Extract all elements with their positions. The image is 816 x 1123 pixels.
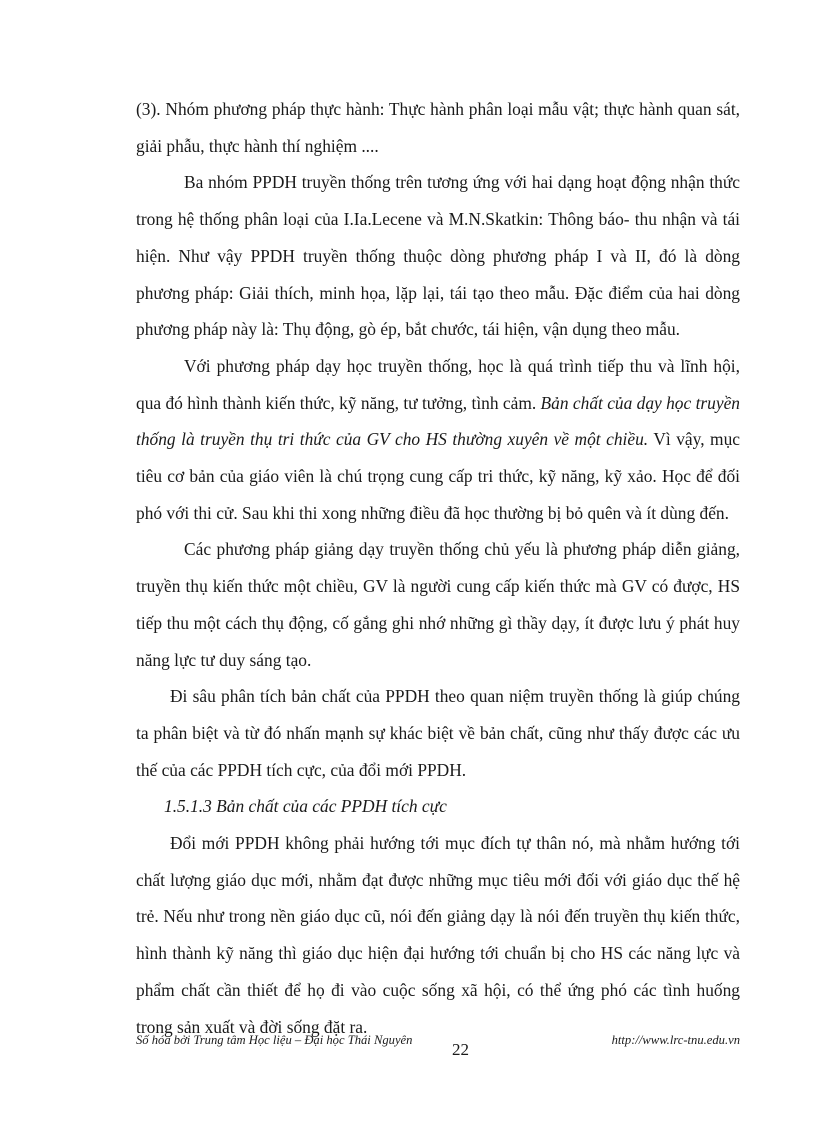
paragraph-analysis: Đi sâu phân tích bản chất của PPDH theo quan niệm truyền thống là giúp chúng ta phân biệt và từ đó nhấn mạnh sự khác biệt về bản chất, cũng như thấy được các ưu thế của các PPDH tích cực, của đổi mới PPDH. — [136, 686, 740, 780]
italic-emphasis: Bản chất của dạy học truyền thống là truyền thụ tri thức của GV cho HS thường xuyên về một chiều. — [136, 392, 740, 450]
footer-url: http://www.lrc-tnu.edu.vn — [611, 1033, 740, 1047]
section-heading: 1.5.1.3 Bản chất của các PPDH tích cực — [164, 796, 447, 817]
page-number: 22 — [452, 1040, 469, 1059]
paragraph-traditional-teaching — [136, 348, 740, 532]
paragraph-text: Với phương pháp dạy học truyền thống, học là quá trình tiếp thu và lĩnh hội, qua đó hình thành kiến thức, kỹ năng, tư tưởng, tình cảm. — [136, 355, 740, 413]
page-footer — [136, 1031, 740, 1071]
paragraph-practice-methods: (3). Nhóm phương pháp thực hành: Thực hành phân loại mẫu vật; thực hành quan sát, giải phẫu, thực hành thí nghiệm .... — [136, 99, 740, 156]
paragraph-traditional-groups: Ba nhóm PPDH truyền thống trên tương ứng với hai dạng hoạt động nhận thức trong hệ thống phân loại của I.Ia.Lecene và M.N.Skatkin: Thông báo- thu nhận và tái hiện. Như vậy PPDH truyền thống thuộc dòng phương pháp I và II, đó là dòng phương pháp: Giải thích, minh họa, lặp lại, tái tạo theo mẫu. Đặc điểm của hai dòng phương pháp này là: Thụ động, gò ép, bắt chước, tái hiện, vận dụng theo mẫu. — [136, 172, 740, 340]
paragraph-innovation: Đổi mới PPDH không phải hướng tới mục đích tự thân nó, mà nhằm hướng tới chất lượng giáo dục mới, nhằm đạt được những mục tiêu mới đối với giáo dục thế hệ trẻ. Nếu như trong nền giáo dục cũ, nói đến giảng dạy là nói đến truyền thụ kiến thức, hình thành kỹ năng thì giáo dục hiện đại hướng tới chuẩn bị cho HS các năng lực và phẩm chất cần thiết để họ đi vào cuộc sống xã hội, có thể ứng phó các tình huống trong sản xuất và đời sống đặt ra. — [136, 833, 740, 1037]
body-text — [136, 91, 740, 1045]
footer-source: Số hóa bởi Trung tâm Học liệu – Đại học Thái Nguyên — [136, 1033, 413, 1047]
paragraph-text: Vì vậy, mục tiêu cơ bản của giáo viên là chú trọng cung cấp tri thức, kỹ năng, kỹ xảo. Học để đối phó với thi cử. Sau khi thi xong những điều đã học thường bị bỏ quên và ít dùng đến. — [136, 429, 741, 523]
paragraph-traditional-methods: Các phương pháp giảng dạy truyền thống chủ yếu là phương pháp diễn giảng, truyền thụ kiến thức một chiều, GV là người cung cấp kiến thức mà GV có được, HS tiếp thu một cách thụ động, cố gắng ghi nhớ những gì thầy dạy, ít được lưu ý phát huy năng lực tư duy sáng tạo. — [136, 539, 740, 670]
